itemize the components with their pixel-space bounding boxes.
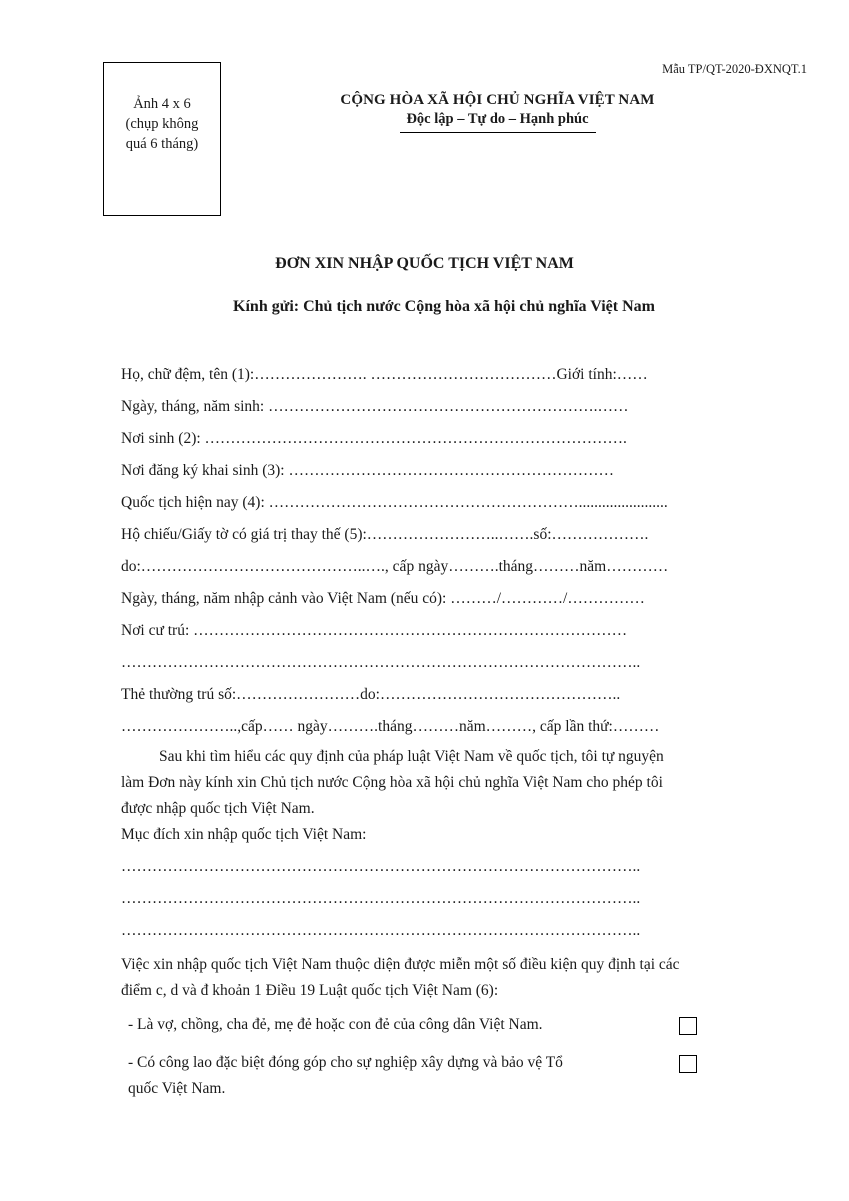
exemption-statement [121,952,781,1004]
statement-line: được nhập quốc tịch Việt Nam. [121,800,315,817]
form-title: ĐƠN XIN NHẬP QUỐC TỊCH VIỆT NAM [275,255,574,272]
exemption-option-family: - Là vợ, chồng, cha đẻ, mẹ đẻ hoặc con đẻ của công dân Việt Nam. [128,1016,543,1033]
form-code: Mẫu TP/QT-2020-ĐXNQT.1 [662,62,807,76]
exemption-option-contribution [128,1050,668,1102]
exemption-contribution-checkbox[interactable] [679,1055,697,1073]
option-line: quốc Việt Nam. [128,1080,226,1097]
passport-field[interactable]: Hộ chiếu/Giấy tờ có giá trị thay thế (5):……………………..…….số:………………. [121,526,649,543]
purpose-label: Mục đích xin nhập quốc tịch Việt Nam: [121,826,367,843]
purpose-field-line[interactable]: ……………………………………………………………………………………….. [121,922,641,939]
photo-note-line-1: (chụp không [125,116,199,132]
birth-registration-field[interactable]: Nơi đăng ký khai sinh (3): ……………………………………………………… [121,462,614,479]
photo-placeholder-box [103,62,221,216]
current-nationality-field[interactable]: Quốc tịch hiện nay (4): ……………………………………………………....................... [121,494,668,511]
permanent-residence-card-issue-field[interactable]: …………………..,cấp…… ngày……….tháng………năm………, cấp lần thứ:……… [121,718,660,735]
full-name-field[interactable]: Họ, chữ đệm, tên (1):…………………. ………………………………Giới tính:…… [121,366,648,383]
option-line: - Có công lao đặc biệt đóng góp cho sự nghiệp xây dựng và bảo vệ Tổ [128,1054,563,1071]
photo-note-line-2: quá 6 tháng) [125,136,199,152]
entry-date-field[interactable]: Ngày, tháng, năm nhập cảnh vào Việt Nam (nếu có): ………/…………/…………… [121,590,645,607]
statement-line: Sau khi tìm hiểu các quy định của pháp luật Việt Nam về quốc tịch, tôi tự nguyện [159,748,664,765]
national-header [300,92,695,133]
request-statement [121,744,781,822]
exemption-family-checkbox[interactable] [679,1017,697,1035]
motto-underline [400,132,596,133]
permanent-residence-card-field[interactable]: Thẻ thường trú số:……………………do:……………………………………….. [121,686,621,703]
exemption-line: Việc xin nhập quốc tịch Việt Nam thuộc diện được miễn một số điều kiện quy định tại các [121,956,680,973]
photo-size-label: Ảnh 4 x 6 [133,96,191,112]
statement-line: làm Đơn này kính xin Chủ tịch nước Cộng hòa xã hội chủ nghĩa Việt Nam cho phép tôi [121,774,663,791]
passport-issued-by-field[interactable]: do:……………………………………..…., cấp ngày……….tháng………năm………… [121,558,669,575]
date-of-birth-field[interactable]: Ngày, tháng, năm sinh: ……………………………………………………….…… [121,398,629,415]
addressee-line: Kính gửi: Chủ tịch nước Cộng hòa xã hội chủ nghĩa Việt Nam [233,298,655,315]
purpose-field-line[interactable]: ……………………………………………………………………………………….. [121,890,641,907]
birthplace-field[interactable]: Nơi sinh (2): ………………………………………………………………………. [121,430,627,447]
country-name: CỘNG HÒA XÃ HỘI CHỦ NGHĨA VIỆT NAM [340,92,655,108]
residence-field-continued[interactable]: ……………………………………………………………………………………….. [121,654,641,671]
residence-field[interactable]: Nơi cư trú: ………………………………………………………………………… [121,622,628,639]
exemption-line: điểm c, d và đ khoản 1 Điều 19 Luật quốc tịch Việt Nam (6): [121,982,499,999]
national-motto: Độc lập – Tự do – Hạnh phúc [406,111,589,127]
purpose-field-line[interactable]: ……………………………………………………………………………………….. [121,858,641,875]
